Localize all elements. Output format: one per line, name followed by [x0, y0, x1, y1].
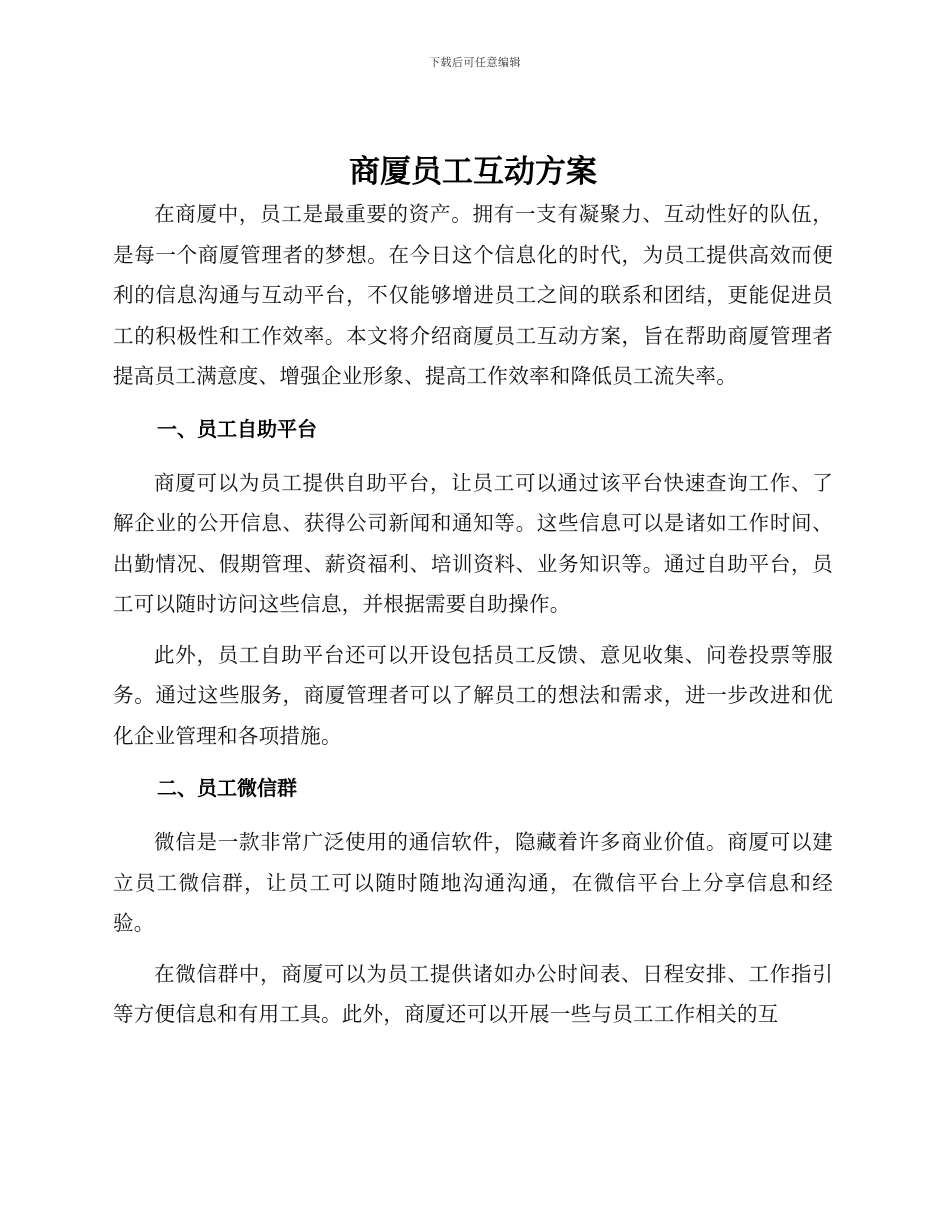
section-heading-wechat-group: 二、员工微信群 [157, 776, 297, 800]
document-title: 商厦员工互动方案 [349, 154, 597, 190]
document-body [113, 150, 833, 1045]
section-paragraph: 此外，员工自助平台还可以开设包括员工反馈、意见收集、问卷投票等服务。通过这些服务，商厦管理者可以了解员工的想法和需求，进一步改进和优化企业管理和各项措施。 [113, 642, 833, 748]
section-heading-self-service: 一、员工自助平台 [157, 416, 317, 441]
intro-paragraph: 在商厦中，员工是最重要的资产。拥有一支有凝聚力、互动性好的队伍，是每一个商厦管理者的梦想。在今日这个信息化的时代，为员工提供高效而便利的信息沟通与互动平台，不仅能够增进员工之间的联系和团结，更能促进员工的积极性和工作效率。本文将介绍商厦员工互动方案，旨在帮助商厦管理者提高员工满意度、增强企业形象、提高工作效率和降低员工流失率。 [113, 202, 833, 388]
section-paragraph: 微信是一款非常广泛使用的通信软件，隐藏着许多商业价值。商厦可以建立员工微信群，让员工可以随时随地沟通沟通，在微信平台上分享信息和经验。 [113, 830, 833, 935]
section-paragraph: 在微信群中，商厦可以为员工提供诸如办公时间表、日程安排、工作指引等方便信息和有用工具。此外，商厦还可以开展一些与员工工作相关的互 [113, 961, 833, 1026]
section-paragraph: 商厦可以为员工提供自助平台，让员工可以通过该平台快速查询工作、了解企业的公开信息、获得公司新闻和通知等。这些信息可以是诸如工作时间、出勤情况、假期管理、薪资福利、培训资料、业务知识等。通过自助平台，员工可以随时访问这些信息，并根据需要自助操作。 [113, 470, 833, 616]
header-note: 下载后可任意编辑 [429, 56, 521, 69]
